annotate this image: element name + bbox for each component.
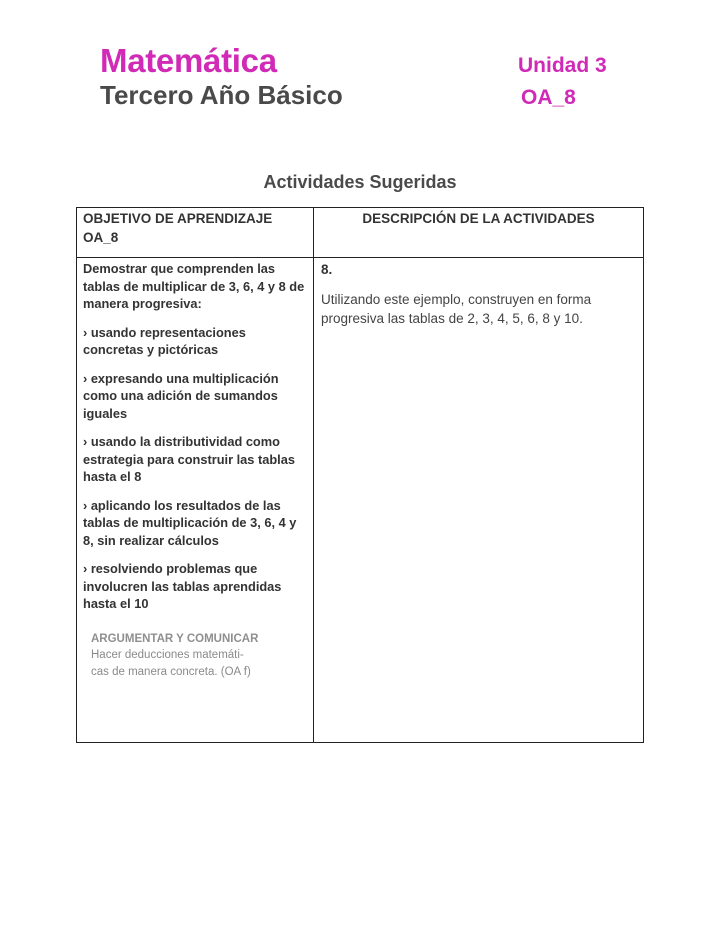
section-title: Actividades Sugeridas [263,172,457,192]
table-header-row [77,208,644,258]
activity-cell [314,258,644,743]
table-row [77,258,644,743]
objective-intro: Demostrar que comprenden las tablas de multiplicar de 3, 6, 4 y 8 de manera progresiva: [83,261,305,311]
activity-number: 8. [321,262,333,277]
skill-title: ARGUMENTAR Y COMUNICAR [91,632,259,645]
objective-cell [77,258,314,743]
objective-item: › resolviendo problemas que involucren las tablas aprendidas hasta el 10 [83,561,282,611]
subject-title: Matemática [100,42,277,79]
skill-note [83,631,307,681]
unit-label: Unidad 3 [518,54,607,77]
objective-item: › aplicando los resultados de las tablas de multiplicación de 3, 6, 4 y 8, sin realizar cálculos [83,497,297,548]
header-objective-line2: OA_8 [83,230,119,245]
skill-line: Hacer deducciones matemáti- [91,649,244,661]
activity-description: Utilizando este ejemplo, construyen en forma progresiva las tablas de 2, 3, 4, 5, 6, 8 y 10. [321,292,592,326]
objective-item: › expresando una multiplicación como una adición de sumandos iguales [83,370,279,421]
objective-code-label: OA_8 [521,86,576,109]
skill-line: cas de manera concreta. (OA f) [91,665,251,678]
header-objective-line1: OBJETIVO DE APRENDIZAJE [83,211,273,226]
header-description: DESCRIPCIÓN DE LA ACTIVIDADES [314,208,644,258]
objective-item: › usando la distributividad como estrategia para construir las tablas hasta el 8 [83,434,295,484]
grade-title: Tercero Año Básico [100,80,343,110]
header-objective [77,208,314,258]
objective-item: › usando representaciones concretas y pictóricas [83,324,246,357]
activities-table [76,207,644,743]
